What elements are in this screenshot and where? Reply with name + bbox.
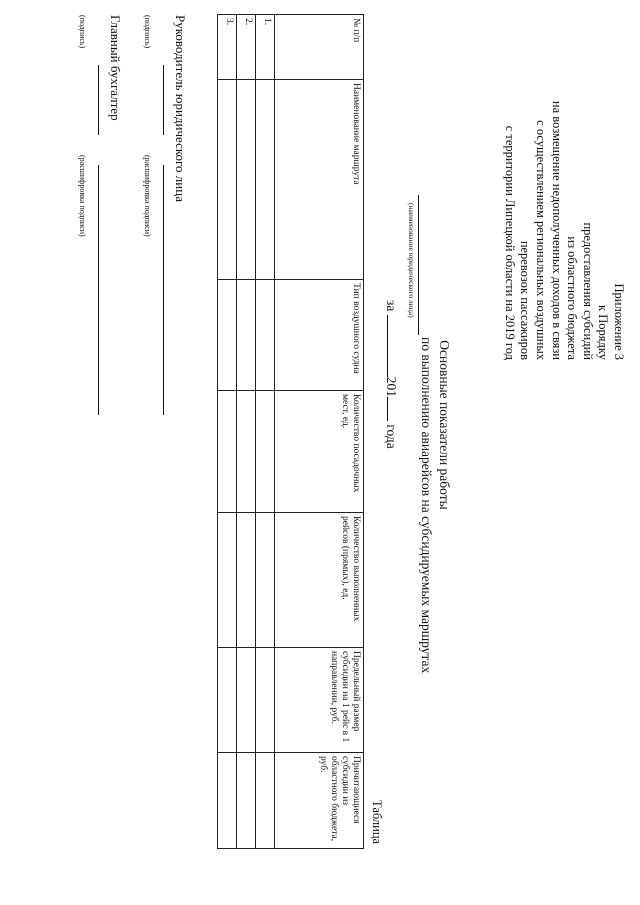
- table-cell: [237, 391, 256, 513]
- head-signature-row: [134, 15, 164, 455]
- table-row: [237, 15, 256, 849]
- table-label: Таблица: [370, 800, 384, 845]
- document-subtitle: по выполнению авиарейсов на субсидируемых маршрутах: [419, 337, 434, 674]
- table-cell: [237, 753, 256, 849]
- appendix-header: [501, 30, 626, 360]
- appendix-line: с осуществлением региональных воздушных: [534, 120, 549, 360]
- decoding-line: [163, 165, 164, 415]
- appendix-line: из областного бюджета: [565, 236, 580, 360]
- org-name-caption: (наименование юридического лица): [407, 203, 416, 318]
- row-number: 2.: [237, 15, 256, 80]
- appendix-line: Приложение 3: [612, 283, 626, 360]
- table-cell: [256, 391, 275, 513]
- table-cell: [256, 753, 275, 849]
- table-cell: [256, 648, 275, 753]
- table-row: [218, 15, 237, 849]
- table-cell: [237, 648, 256, 753]
- table-cell: [237, 80, 256, 280]
- row-number: 3.: [218, 15, 237, 80]
- table-cell: [218, 391, 237, 513]
- signature-caption: (подпись): [143, 15, 152, 49]
- table-cell: [218, 280, 237, 391]
- header-subsidy-limit: Предельный размер субсидии на 1 рейс в 1 направлении, руб.: [275, 648, 364, 753]
- decoding-caption: (расшифровка подписи): [143, 155, 152, 237]
- period-blank: [387, 315, 400, 377]
- header-flights: Количество выполненных рейсов (прямых), ед.: [275, 513, 364, 648]
- table-cell: [218, 80, 237, 280]
- decoding-line: [98, 165, 99, 415]
- accountant-signature-title: Главный бухгалтер: [108, 15, 123, 121]
- table-cell: [237, 513, 256, 648]
- table-row: [256, 15, 275, 849]
- appendix-line: на возмещение недополученных доходов в связи: [549, 100, 564, 360]
- header-subsidy-due: Причитающиеся субсидии из областного бюджета, руб.: [275, 753, 364, 849]
- table-cell: [237, 280, 256, 391]
- table-cell: [218, 753, 237, 849]
- period-year: 201: [384, 376, 399, 397]
- table-cell: [218, 513, 237, 648]
- header-number: № п/п: [275, 15, 364, 80]
- document-title: Основные показатели работы: [437, 340, 452, 510]
- table-cell: [218, 648, 237, 753]
- appendix-line: перевозок пассажиров: [518, 240, 533, 360]
- table-cell: [256, 280, 275, 391]
- table-cell: [256, 513, 275, 648]
- period-suffix: года: [384, 424, 399, 449]
- signature-line: [163, 65, 164, 135]
- accountant-signature-row: [69, 15, 99, 455]
- row-number: 1.: [256, 15, 275, 80]
- table-cell: [256, 80, 275, 280]
- head-signature-title: Руководитель юридического лица: [173, 15, 188, 202]
- appendix-line: к Порядку: [596, 305, 611, 360]
- header-seats: Количество посадочных мест, ед.: [275, 391, 364, 513]
- signature-line: [98, 65, 99, 135]
- appendix-line: предоставления субсидий: [580, 222, 595, 360]
- org-name-line: [418, 195, 419, 335]
- period-year-blank: [387, 397, 400, 421]
- report-period: [383, 300, 400, 449]
- header-route-name: Наименование маршрута: [275, 80, 364, 280]
- title-subline: [407, 195, 434, 674]
- signature-caption: (подпись): [78, 15, 87, 49]
- indicators-table: [217, 14, 364, 849]
- table-header-row: [275, 15, 364, 849]
- decoding-caption: (расшифровка подписи): [78, 155, 87, 237]
- appendix-line: с территории Липецкой области на 2019 год: [502, 125, 517, 360]
- header-aircraft-type: Тип воздушного судна: [275, 280, 364, 391]
- period-prefix: за: [384, 300, 399, 312]
